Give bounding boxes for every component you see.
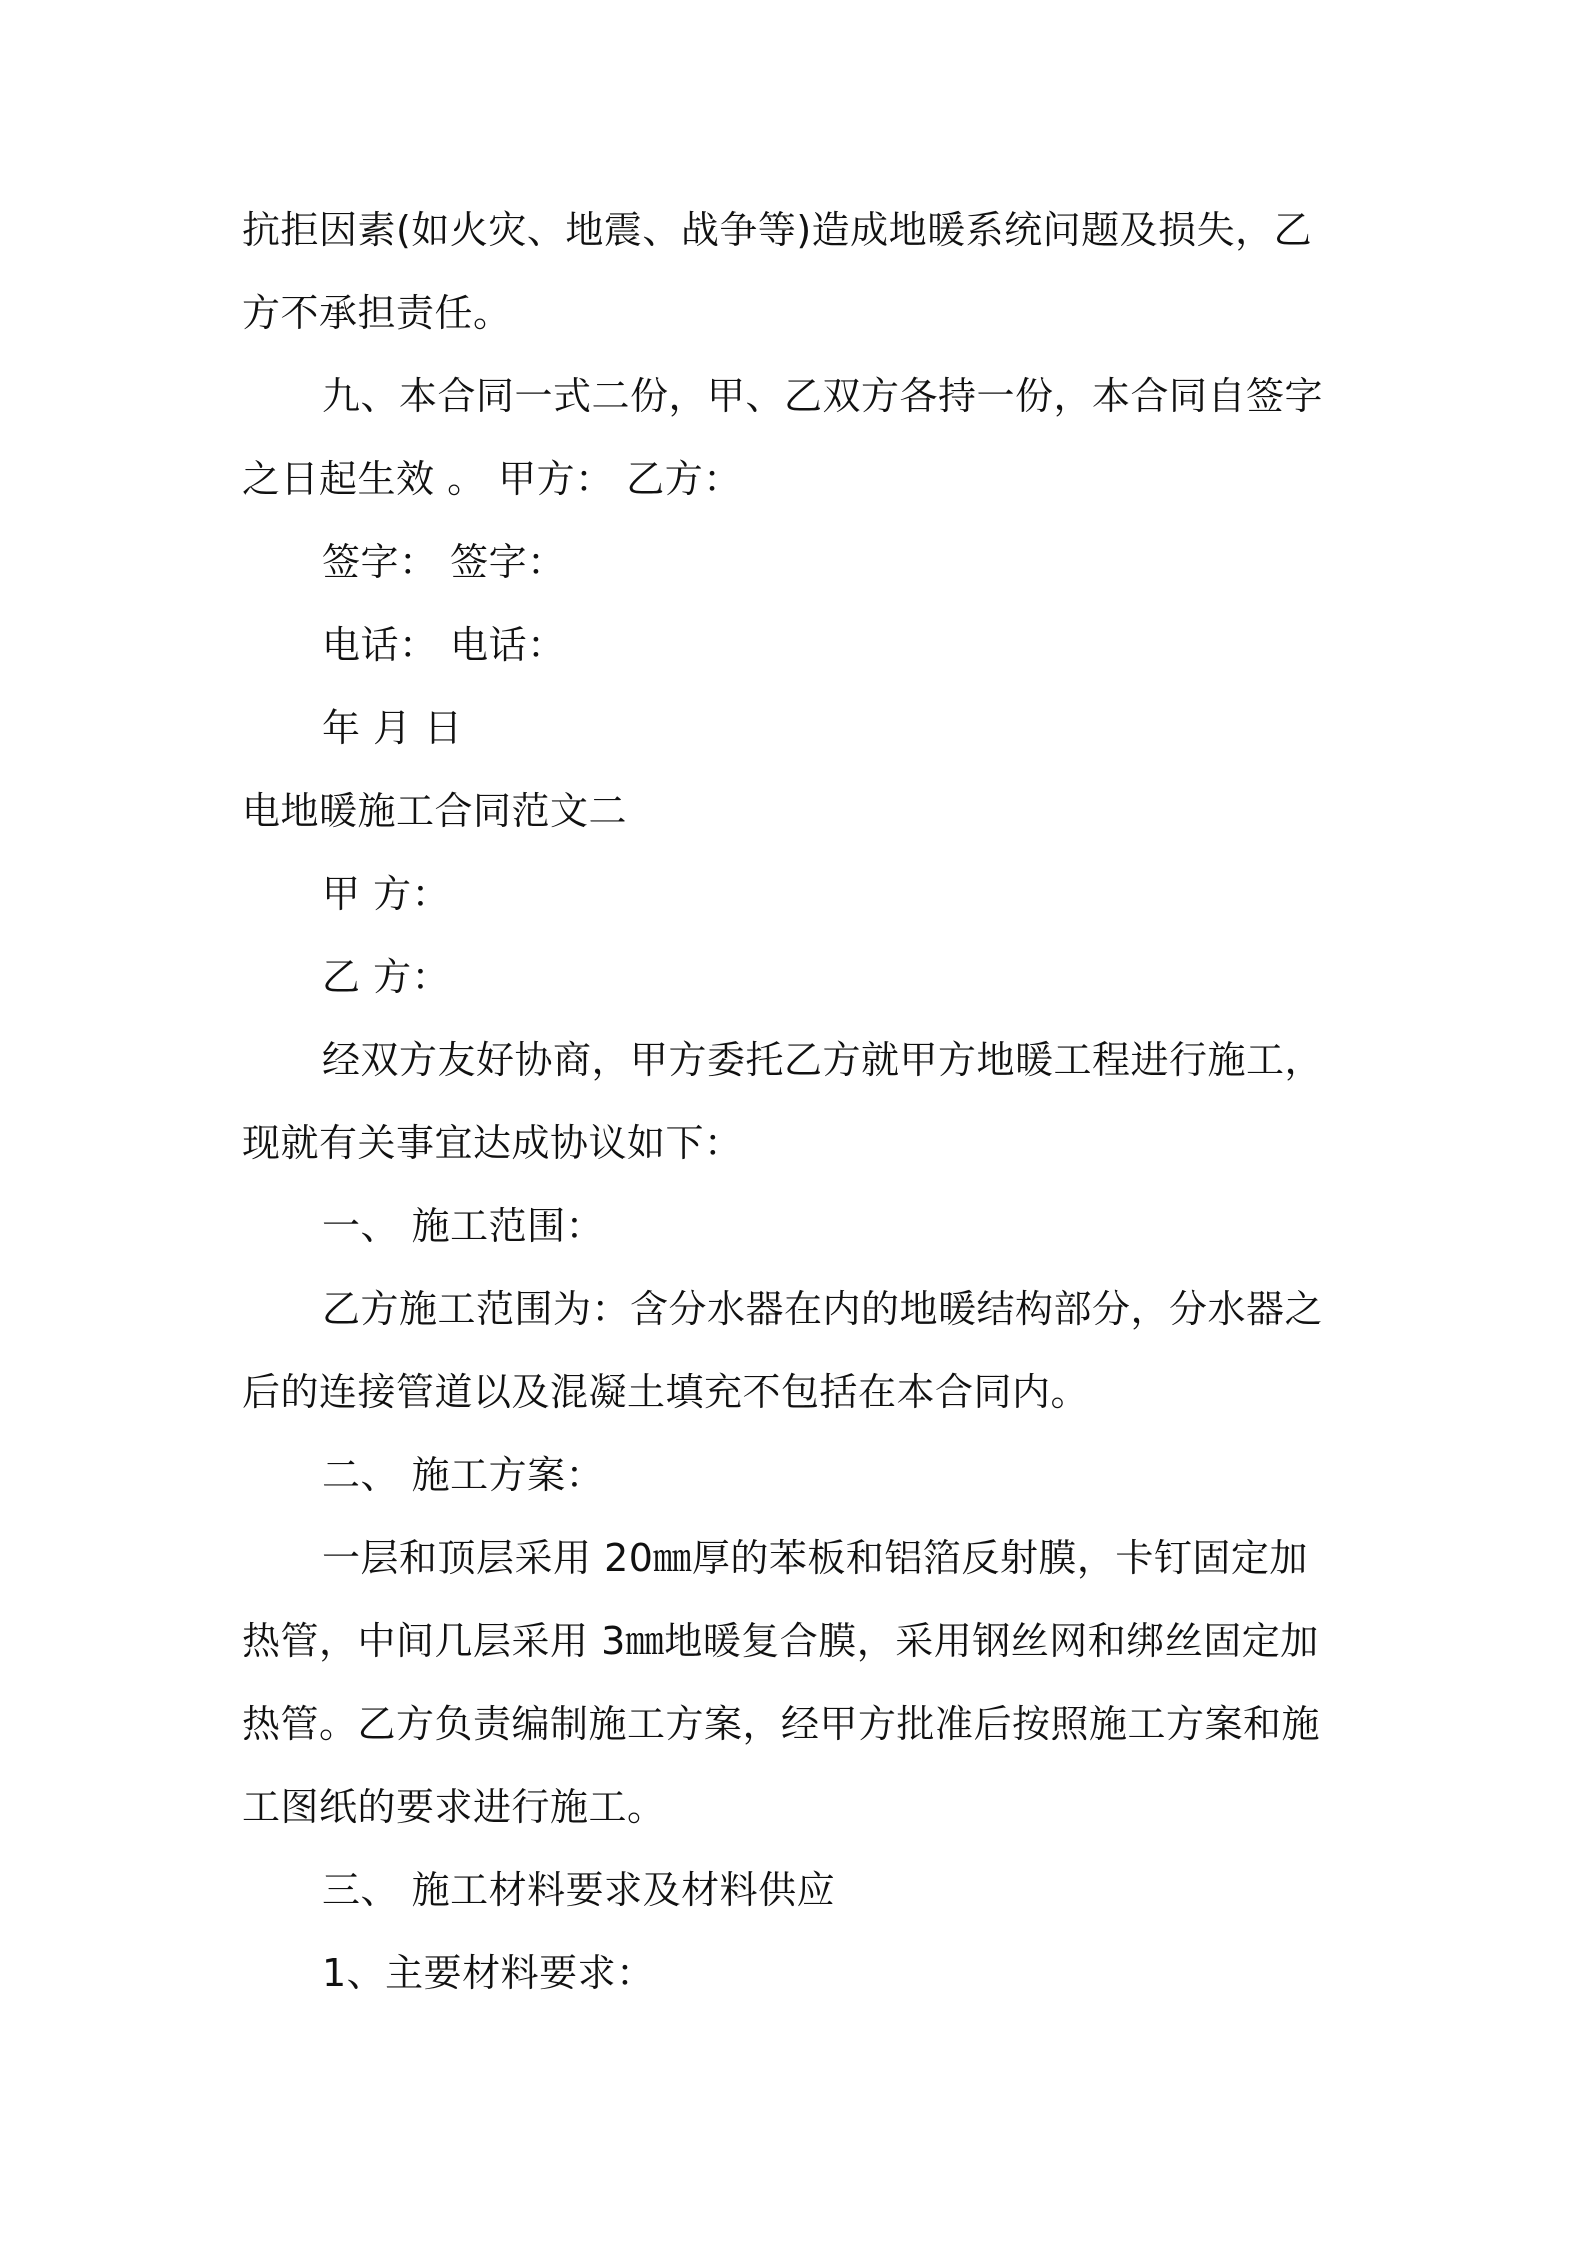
materials-item-1: 1、主要材料要求： (322, 1951, 655, 1995)
party-a-line: 甲 方： (322, 872, 451, 916)
signature-line: 签字： 签字： (322, 540, 566, 584)
plan-line-1: 一层和顶层采用 20㎜厚的苯板和铝箔反射膜，卡钉固定加 (322, 1536, 1308, 1580)
plan-line-3: 热管。乙方负责编制施工方案，经甲方批准后按照施工方案和施 (242, 1702, 1321, 1746)
heading-materials: 三、 施工材料要求及材料供应 (322, 1868, 836, 1912)
scope-line-2: 后的连接管道以及混凝土填充不包括在本合同内。 (242, 1370, 1090, 1414)
phone-line: 电话： 电话： (322, 623, 566, 667)
text-line-1: 抗拒因素(如火灾、地震、战争等)造成地暖系统问题及损失，乙 (242, 208, 1313, 252)
clause-9-line-2: 之日起生效 。 甲方： 乙方： (242, 457, 742, 501)
party-b-line: 乙 方： (322, 955, 451, 999)
text-line-2: 方不承担责任。 (242, 291, 512, 335)
date-line: 年 月 日 (322, 706, 463, 750)
section-title: 电地暖施工合同范文二 (242, 789, 628, 833)
clause-9-line-1: 九、本合同一式二份，甲、乙双方各持一份，本合同自签字 (322, 374, 1324, 418)
plan-line-4: 工图纸的要求进行施工。 (242, 1785, 666, 1829)
intro-line-1: 经双方友好协商，甲方委托乙方就甲方地暖工程进行施工， (322, 1038, 1324, 1082)
heading-scope: 一、 施工范围： (322, 1204, 605, 1248)
plan-line-2: 热管，中间几层采用 3㎜地暖复合膜，采用钢丝网和绑丝固定加 (242, 1619, 1319, 1663)
scope-line-1: 乙方施工范围为：含分水器在内的地暖结构部分，分水器之 (322, 1287, 1324, 1331)
heading-plan: 二、 施工方案： (322, 1453, 605, 1497)
intro-line-2: 现就有关事宜达成协议如下： (242, 1121, 743, 1165)
